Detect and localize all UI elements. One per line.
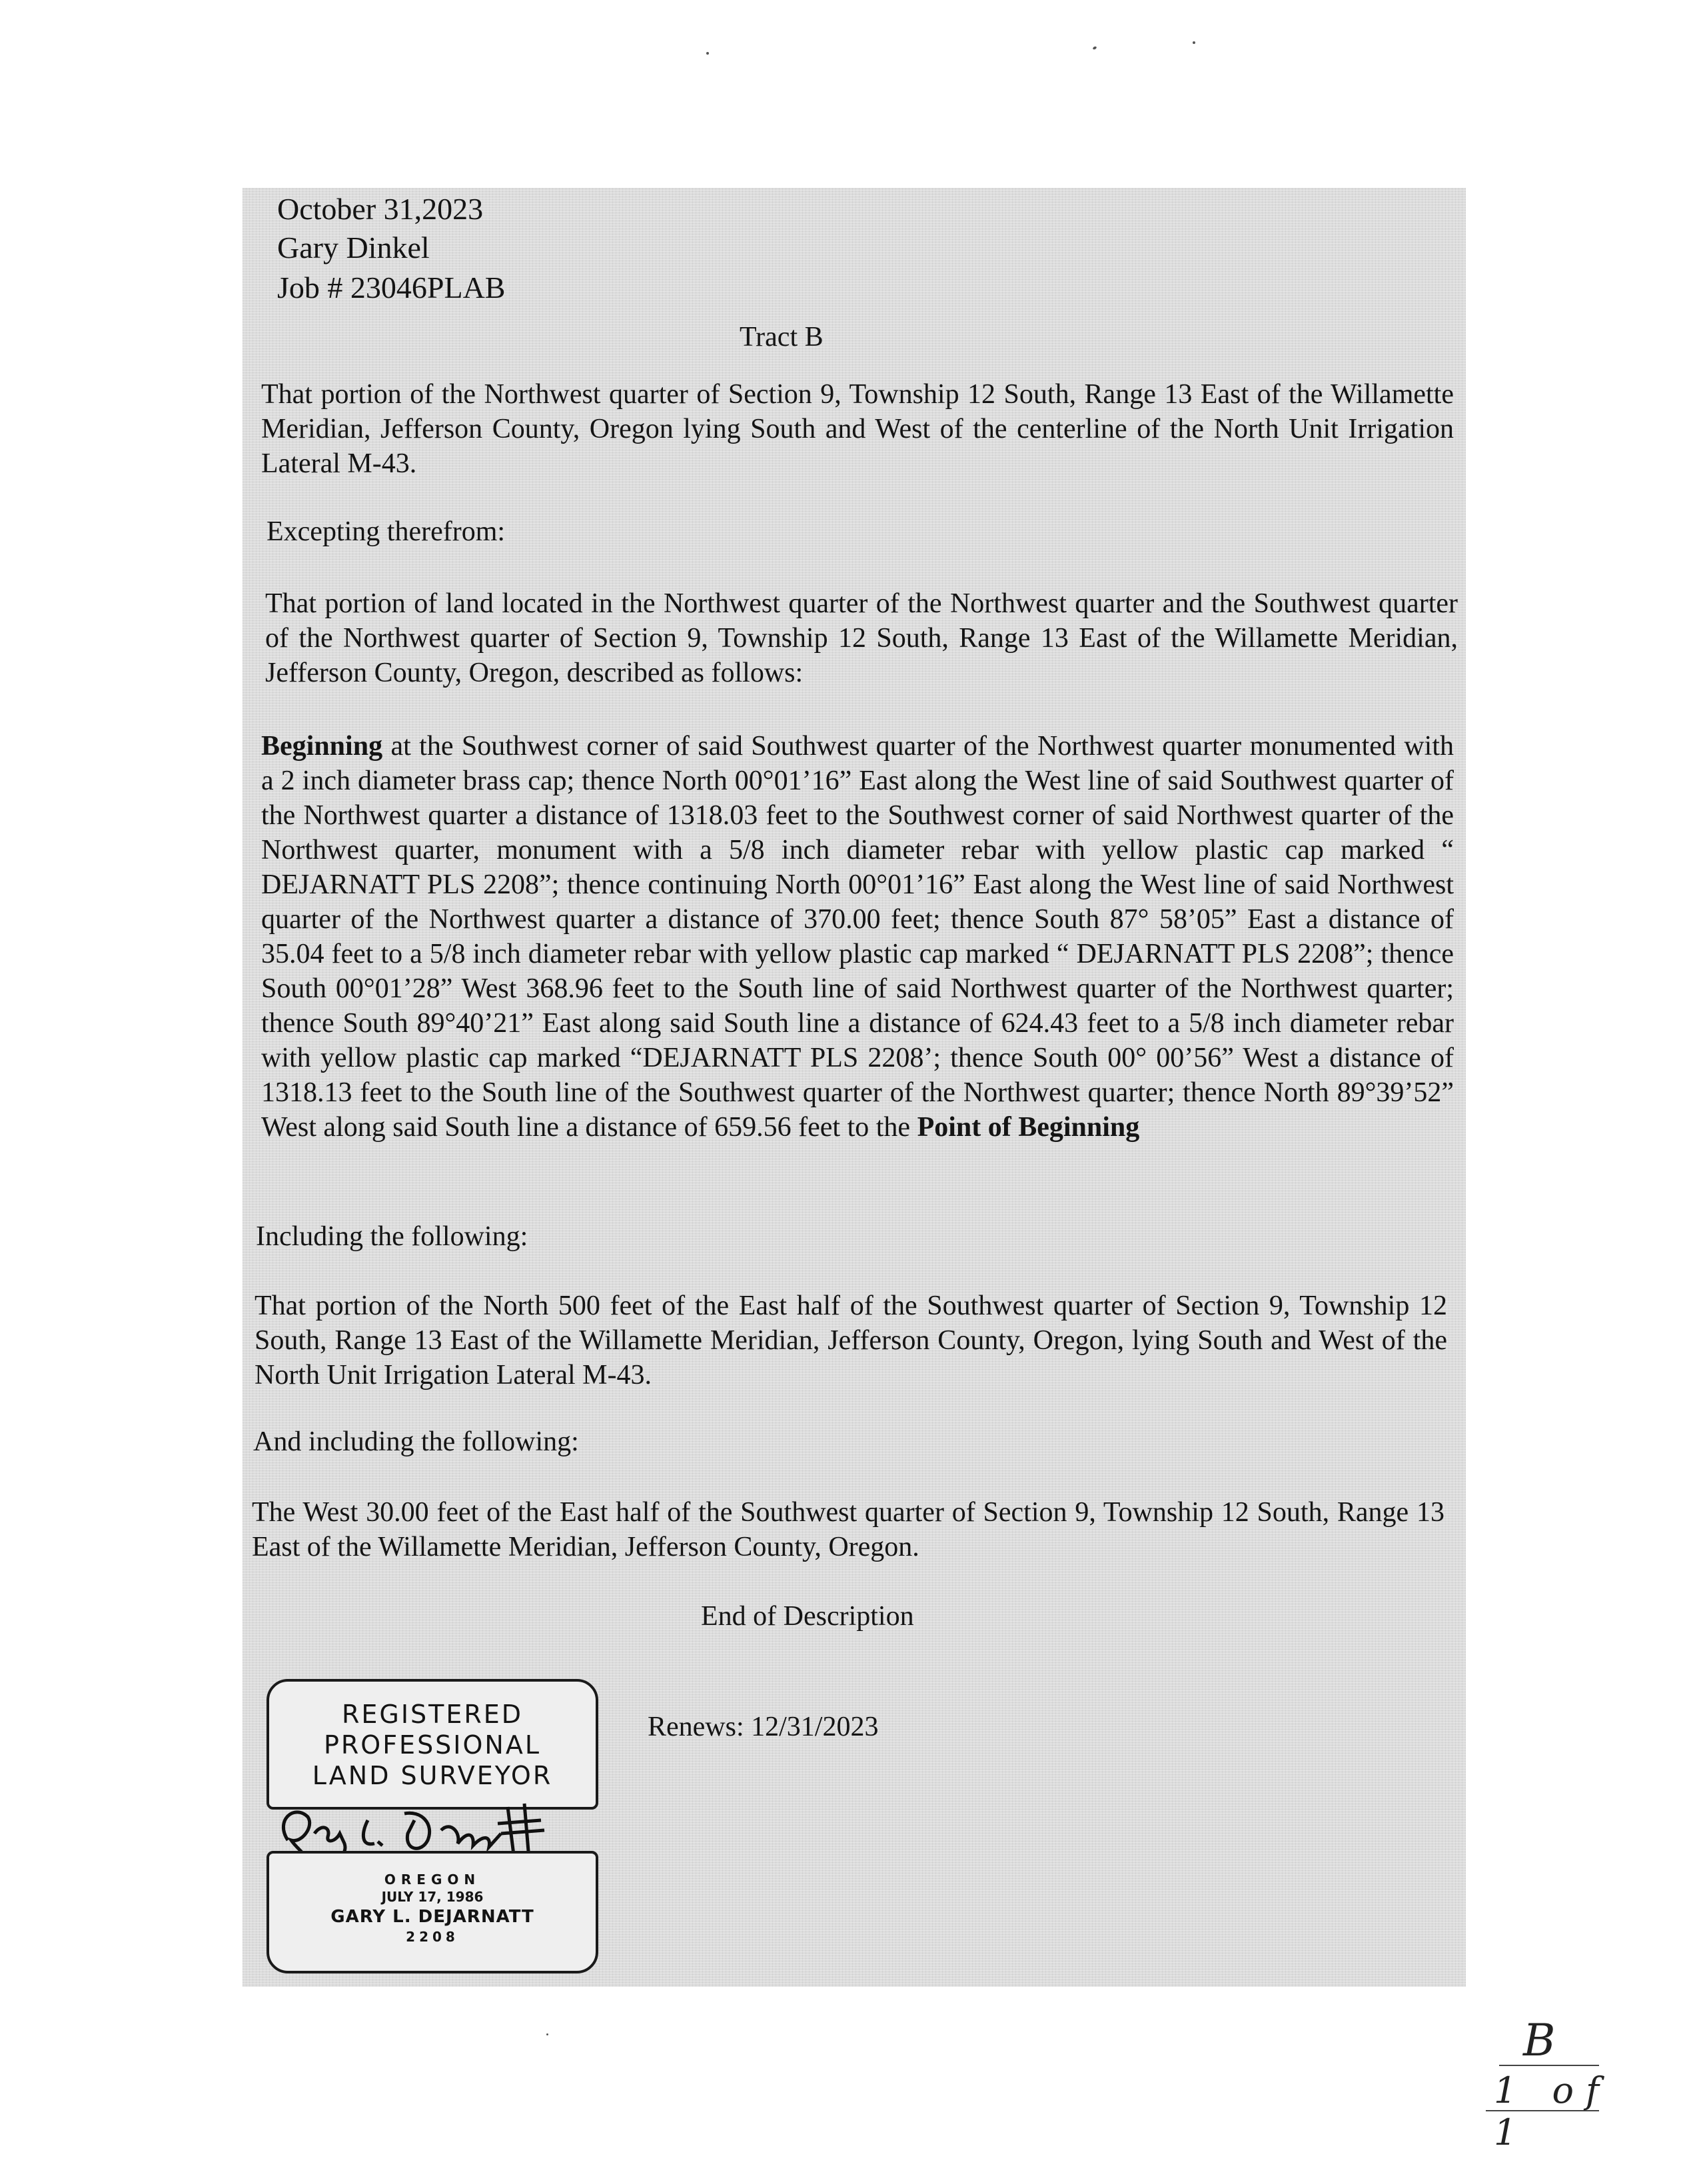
and-including-paragraph: The West 30.00 feet of the East half of the Southwest quarter of Section 9, Township 12 South, Range 13 East of the Willamette Meridian, Jefferson County, Oregon. bbox=[252, 1497, 1444, 1562]
seal-bottom-box bbox=[267, 1851, 598, 1973]
seal-line-land-surveyor: LAND SURVEYOR bbox=[312, 1761, 553, 1790]
seal-license-number: 2208 bbox=[406, 1929, 459, 1945]
seal-date: JULY 17, 1986 bbox=[381, 1889, 484, 1905]
scan-speck bbox=[706, 52, 709, 55]
intro-paragraph: That portion of the Northwest quarter of Section 9, Township 12 South, Range 13 East of the Willamette Meridian, Jefferson County, Oregon lying South and West of the centerline of the North Unit Irrigation Lateral M-43. bbox=[261, 379, 1454, 479]
including-paragraph: That portion of the North 500 feet of the East half of the Southwest quarter of Section 9, Township 12 South, Range 13 East of the Willamette Meridian, Jefferson County, Oregon, lying South and West of the North Unit Irrigation Lateral M-43. bbox=[255, 1291, 1447, 1390]
end-of-description: End of Description bbox=[701, 1601, 914, 1632]
page-number: 1 of 1 bbox=[1494, 2069, 1612, 2153]
page-marks bbox=[1399, 2012, 1612, 2153]
scan-speck bbox=[546, 2033, 548, 2035]
beginning-paragraph bbox=[261, 729, 1454, 1145]
beginning-bold: Beginning bbox=[261, 731, 383, 762]
including-label: Including the following: bbox=[256, 1221, 528, 1252]
beginning-text: at the Southwest corner of said Southwest quarter of the Northwest quarter monumented with a 2 inch diameter brass cap; thence North 00°01’16” East along the West line of said Southwest quarter of the Northwest quarter a distance of 1318.03 feet to the Southwest corner of said Northwest quarter of the Northwest quarter, monument with a 5/8 inch diameter rebar with yellow plastic cap marked “ DEJARNATT PLS 2208”; thence continuing North 00°01’16” East along the West line of said Northwest quarter of the Northwest quarter a distance of 370.00 feet; thence South 87° 58’05” East a distance of 35.04 feet to a 5/8 inch diameter rebar with yellow plastic cap marked “ DEJARNATT PLS 2208”; thence South 00°01’28” West 368.96 feet to the South line of said Northwest quarter of the Northwest quarter; thence South 89°40’21” East along said South line a distance of 624.43 feet to a 5/8 inch diameter rebar with yellow plastic cap marked “DEJARNATT PLS 2208’; thence South 00° 00’56” West a distance of 1318.13 feet to the South line of the Southwest quarter of the Northwest quarter; thence North 89°39’52” West along said South line a distance of 659.56 feet to the bbox=[261, 731, 1454, 1143]
page-letter: B bbox=[1523, 2015, 1556, 2066]
point-of-beginning-bold: Point of Beginning bbox=[917, 1112, 1140, 1143]
header-name: Gary Dinkel bbox=[277, 231, 430, 265]
tract-title: Tract B bbox=[740, 322, 824, 352]
and-including-label: And including the following: bbox=[253, 1426, 579, 1457]
excepting-paragraph: That portion of land located in the Northwest quarter of the Northwest quarter and the Southwest quarter of the Northwest quarter of Section 9, Township 12 South, Range 13 East of the Willamette Meridian, Jefferson County, Oregon, described as follows: bbox=[265, 588, 1458, 688]
seal-state: OREGON bbox=[384, 1872, 481, 1888]
seal-top-box bbox=[267, 1679, 598, 1810]
scan-speck bbox=[1092, 46, 1097, 50]
seal-line-registered: REGISTERED bbox=[341, 1700, 524, 1729]
header-date: October 31,2023 bbox=[277, 192, 484, 226]
scan-speck bbox=[1193, 41, 1195, 44]
excepting-label: Excepting therefrom: bbox=[267, 516, 506, 547]
seal-line-professional: PROFESSIONAL bbox=[323, 1730, 542, 1760]
surveyor-seal bbox=[261, 1670, 605, 1977]
header-job-number: Job # 23046PLAB bbox=[277, 271, 506, 304]
license-renewal: Renews: 12/31/2023 bbox=[648, 1712, 879, 1742]
seal-surveyor-name: GARY L. DEJARNATT bbox=[330, 1907, 534, 1927]
